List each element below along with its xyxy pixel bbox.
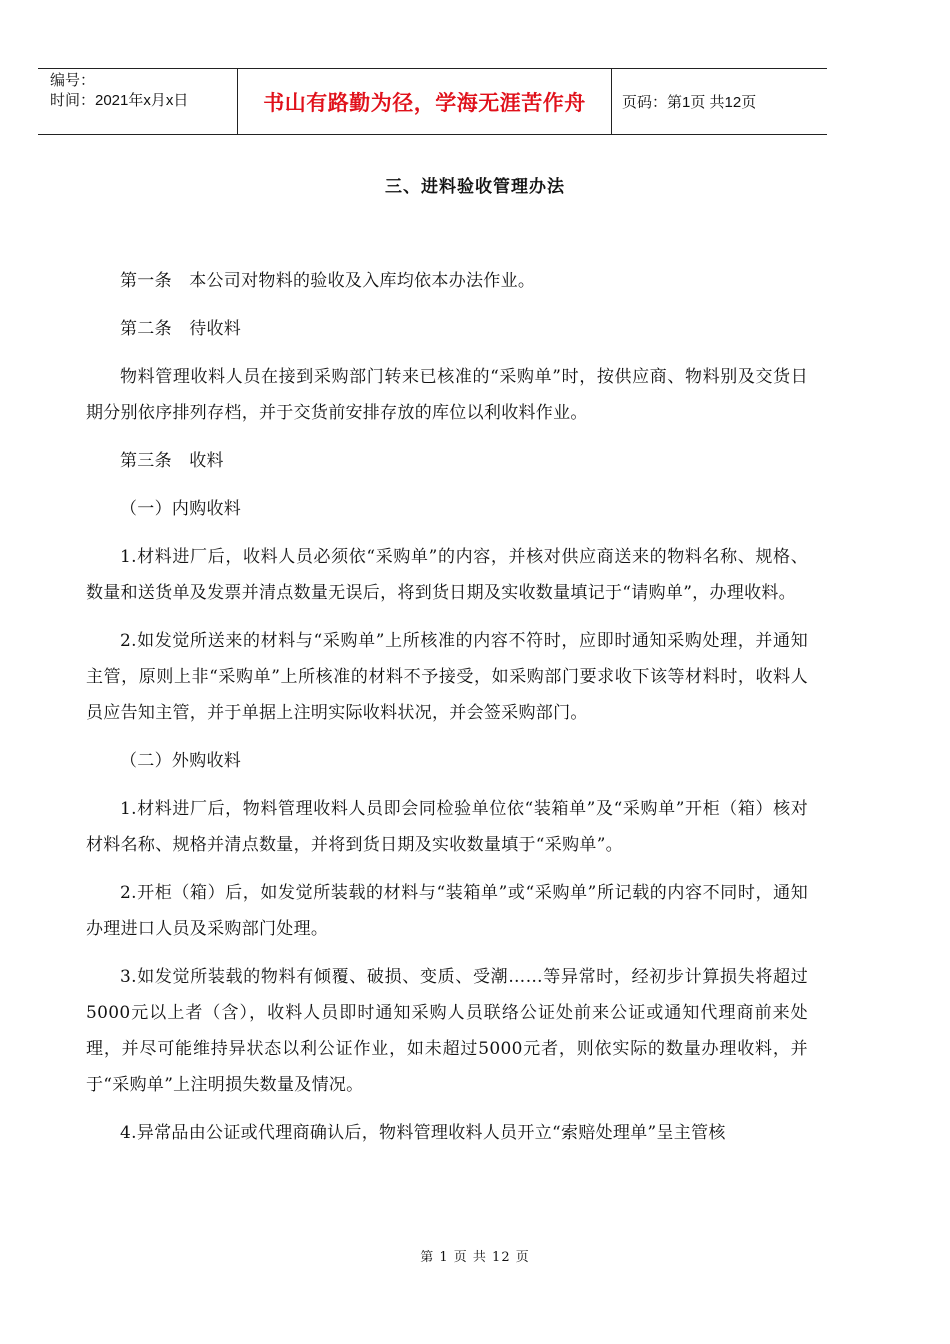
header-meta-cell <box>38 69 238 134</box>
paragraph-domestic-2: 2.如发觉所送来的材料与“采购单”上所核准的内容不符时，应即时通知采购处理，并通知主管，原则上非“采购单”上所核准的材料不予接受，如采购部门要求收下该等材料时，收料人员应告知主管，并于单据上注明实际收料状况，并会签采购部门。 <box>86 631 808 723</box>
paragraph-article-2-heading: 第二条 待收料 <box>120 319 242 339</box>
paragraph-foreign-3: 3.如发觉所装载的物料有倾覆、破损、变质、受潮……等异常时，经初步计算损失将超过5000元以上者（含），收料人员即时通知采购人员联络公证处前来公证或通知代理商前来处理，并尽可能维持异状态以利公证作业，如未超过5000元者，则依实际的数量办理收料，并于“采购单”上注明损失数量及情况。 <box>86 967 808 1095</box>
header-motto: 书山有路勤为径，学海无涯苦作舟 <box>238 69 612 134</box>
page-header <box>38 68 827 135</box>
document-body <box>86 263 808 1163</box>
paragraph-foreign-2: 2.开柜（箱）后，如发觉所装载的材料与“装箱单”或“采购单”所记载的内容不同时，通知办理进口人员及采购部门处理。 <box>86 883 808 939</box>
page-footer: 第 1 页 共 12 页 <box>420 1250 530 1265</box>
paragraph-article-2-body: 物料管理收料人员在接到采购部门转来已核准的“采购单”时，按供应商、物料别及交货日期分别依序排列存档，并于交货前安排存放的库位以利收料作业。 <box>86 367 808 423</box>
header-page-number: 页码：第1页 共12页 <box>622 94 757 111</box>
paragraph-domestic-1: 1.材料进厂后，收料人员必须依“采购单”的内容，并核对供应商送来的物料名称、规格、数量和送货单及发票并清点数量无误后，将到货日期及实收数量填记于“请购单”，办理收料。 <box>86 547 808 603</box>
paragraph-domestic-heading: （一）内购收料 <box>120 499 242 519</box>
paragraph-article-1: 第一条 本公司对物料的验收及入库均依本办法作业。 <box>120 271 536 291</box>
serial-number-label: 编号： <box>50 72 96 89</box>
document-title: 三、进料验收管理办法 <box>385 177 565 196</box>
paragraph-foreign-4: 4.异常品由公证或代理商确认后，物料管理收料人员开立“索赔处理单”呈主管核 <box>120 1123 726 1143</box>
paragraph-article-3-heading: 第三条 收料 <box>120 451 224 471</box>
paragraph-foreign-heading: （二）外购收料 <box>120 751 242 771</box>
time-label: 时间：2021年x月x日 <box>50 92 189 109</box>
paragraph-foreign-1: 1.材料进厂后，物料管理收料人员即会同检验单位依“装箱单”及“采购单”开柜（箱）核对材料名称、规格并清点数量，并将到货日期及实收数量填于“采购单”。 <box>86 799 808 855</box>
